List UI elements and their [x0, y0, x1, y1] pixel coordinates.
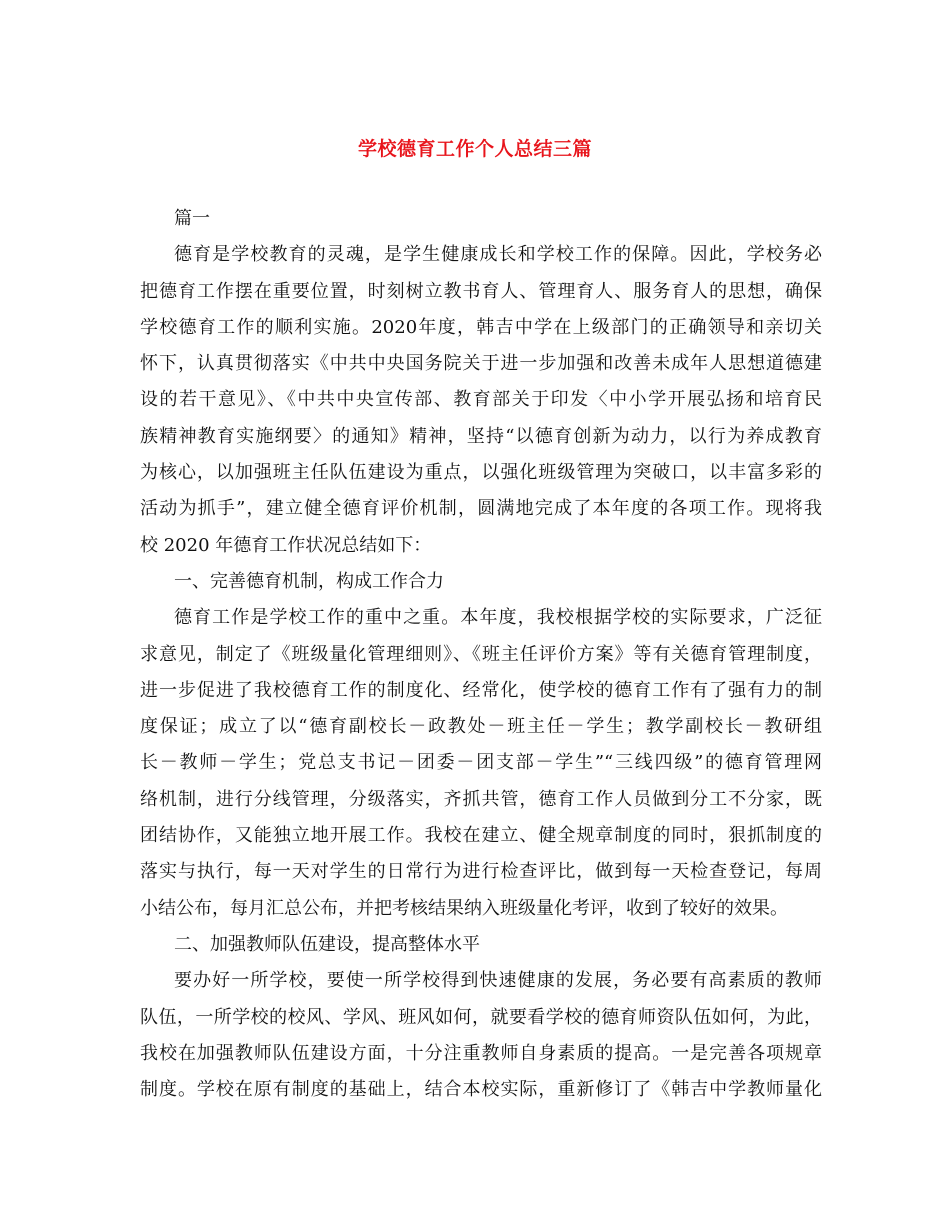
paragraph-line: 队伍，一所学校的校风、学风、班风如何，就要看学校的德育师资队伍如何，为此， — [140, 1006, 822, 1028]
paragraph-line: 求意见，制定了《班级量化管理细则》、《班主任评价方案》等有关德育管理制度， — [140, 643, 822, 665]
paragraph-line: 活动为抓手”，建立健全德育评价机制，圆满地完成了本年度的各项工作。现将我 — [140, 498, 822, 520]
paragraph-line: 进一步促进了我校德育工作的制度化、经常化，使学校的德育工作有了强有力的制 — [140, 679, 822, 701]
paragraph-line: 族精神教育实施纲要〉的通知》精神，坚持“以德育创新为动力，以行为养成教育 — [140, 425, 822, 447]
paragraph-line: 德育工作是学校工作的重中之重。本年度，我校根据学校的实际要求，广泛征 — [174, 607, 822, 629]
paragraph-line: 为核心，以加强班主任队伍建设为重点，以强化班级管理为突破口，以丰富多彩的 — [140, 462, 822, 484]
paragraph-line: 度保证；成立了以“德育副校长－政教处－班主任－学生；教学副校长－教研组 — [140, 716, 822, 738]
paragraph-line: 长－教师－学生；党总支书记－团委－团支部－学生”“三线四级”的德育管理网 — [140, 752, 822, 774]
paragraph-line: 把德育工作摆在重要位置，时刻树立教书育人、管理育人、服务育人的思想，确保 — [140, 280, 822, 302]
paragraph-line: 我校在加强教师队伍建设方面，十分注重教师自身素质的提高。一是完善各项规章 — [140, 1042, 822, 1064]
section-heading: 一、完善德育机制，构成工作合力 — [174, 570, 444, 592]
section-heading: 篇一 — [174, 208, 210, 229]
paragraph-line: 制度。学校在原有制度的基础上，结合本校实际，重新修订了《韩吉中学教师量化 — [140, 1079, 822, 1101]
paragraph-line: 学校德育工作的顺利实施。2020年度，韩吉中学在上级部门的正确领导和亲切关 — [140, 316, 822, 338]
paragraph-line: 要办好一所学校，要使一所学校得到快速健康的发展，务必要有高素质的教师 — [174, 970, 822, 992]
paragraph-line: 小结公布，每月汇总公布，并把考核结果纳入班级量化考评，收到了较好的效果。 — [140, 897, 788, 919]
paragraph-line: 德育是学校教育的灵魂，是学生健康成长和学校工作的保障。因此，学校务必 — [174, 244, 822, 266]
paragraph-line: 校 2020 年德育工作状况总结如下： — [140, 534, 432, 556]
paragraph-line: 设的若干意见》、《中共中央宣传部、教育部关于印发〈中小学开展弘扬和培育民 — [140, 389, 822, 411]
paragraph-line: 团结协作，又能独立地开展工作。我校在建立、健全规章制度的同时，狠抓制度的 — [140, 825, 822, 847]
section-heading: 二、加强教师队伍建设，提高整体水平 — [174, 933, 480, 955]
document-body — [140, 201, 822, 1108]
document-title: 学校德育工作个人总结三篇 — [357, 138, 592, 160]
paragraph-line: 落实与执行，每一天对学生的日常行为进行检查评比，做到每一天检查登记，每周 — [140, 861, 822, 883]
paragraph-line: 络机制，进行分线管理，分级落实，齐抓共管，德育工作人员做到分工不分家，既 — [140, 788, 822, 810]
paragraph-line: 怀下，认真贯彻落实《中共中央国务院关于进一步加强和改善未成年人思想道德建 — [140, 353, 822, 375]
